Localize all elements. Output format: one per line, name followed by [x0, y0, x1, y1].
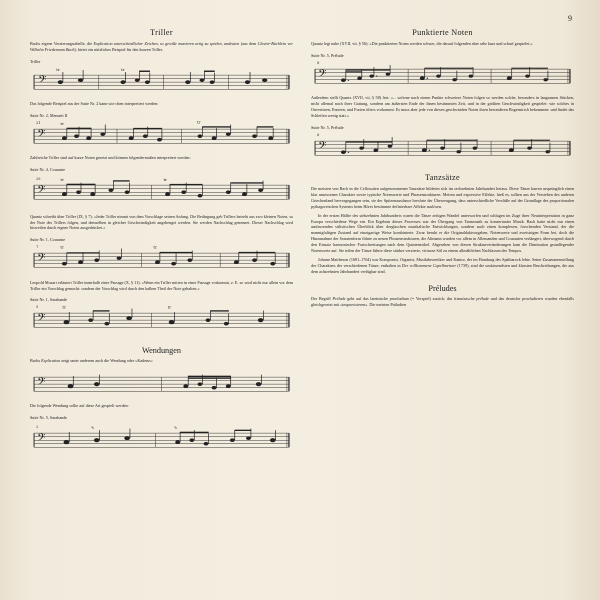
- section-heading-triller: Triller: [150, 28, 173, 37]
- svg-text:𝄢: 𝄢: [37, 432, 46, 448]
- example-label-menuett-2: Suite Nr. 2, Menuett II: [30, 113, 68, 119]
- svg-text:tr: tr: [60, 245, 64, 250]
- example-label-sarabande-5: Suite Nr. 5, Sarabande: [30, 414, 68, 420]
- svg-text:𝄢: 𝄢: [37, 252, 46, 268]
- paragraph-triller-2: Das folgende Beispiel aus der Suite Nr. 2 kann wie oben interpretiert werden:: [30, 101, 159, 107]
- svg-text:tr: tr: [60, 121, 64, 127]
- svg-text:7: 7: [36, 245, 39, 250]
- svg-text:tr: tr: [196, 121, 201, 125]
- svg-text:𝄢: 𝄢: [318, 68, 327, 84]
- tanzsaetze-body: [311, 186, 574, 277]
- paragraph-punktierte-2: Außerdem stellt Quantz (XVII, vii, § 58) fest: »... soferne nach einem Punkte schweiere Noten folgen so werden solche, besonders in langsamen Stücken, nicht allemal nach ihrer Gattung, sondern am äußersten Ende der ihnen bestimmten Zeit, und in der größten Geschwindigkeit gespielet: wie solches in Ouvertüren, Entreen, und Furien öfters vorkommt. Es muss aber jede von diesen geschwinden Noten ihren besonderen Bogenstrich bekommen: und findet das Schleifen wenig statt.«: [311, 95, 574, 118]
- music-example-sarabande-5: [30, 423, 293, 457]
- svg-text:tr: tr: [153, 245, 157, 250]
- svg-text:21: 21: [36, 121, 41, 126]
- svg-text:∿: ∿: [90, 425, 95, 431]
- two-column-body: [30, 28, 574, 584]
- right-column: [311, 28, 574, 584]
- music-example-menuett-2: [30, 121, 293, 151]
- svg-text:𝄢: 𝄢: [38, 73, 47, 89]
- svg-text:29: 29: [36, 177, 41, 182]
- music-example-triller-table: [30, 67, 293, 97]
- svg-text:𝄢: 𝄢: [37, 128, 46, 144]
- paragraph-wendungen-2: Die folgende Wendung sollte auf diese Art gespielt werden:: [30, 403, 129, 409]
- paragraph-mozart-triller: Leopold Mozart erläutert Triller innerhalb einer Passage (X, § 11): »Wenn ein Triller mitten in einer Passage vorkommt, z. E. so wird nicht nur allein vor dem Triller ein Vorschlag gemacht: sondern der Vorschlag wird durch den halben Theil der Note gehalten.«: [30, 279, 293, 291]
- paragraph-tanz-3: Johann Mattheson (1681–1764) war Komponist, Organist, Musiktheoretiker und Kantor, der im Hamburg des Spätbarock lebte. Seine Zusammenstellung der Charakters der verschiedenen Tänze, enthalten in Der vollkommene Capellmeister (1739), sind die umfassendsten und klarsten Beschreibungen, die aus dem achtzehnten Jahrhundert verfügbar sind.: [311, 256, 575, 274]
- music-example-prelude-5a: [311, 61, 574, 91]
- music-example-courante-4: [30, 175, 293, 209]
- svg-text:𝄢: 𝄢: [37, 312, 46, 328]
- svg-text:tr: tr: [163, 177, 168, 183]
- svg-text:tr: tr: [62, 305, 66, 310]
- svg-text:tr: tr: [167, 305, 172, 310]
- paragraph-triller-3: Zahlreiche Triller sind auf kurze Noten gesetzt und können folgendermaßen interpretiert werden:: [30, 155, 191, 161]
- paragraph-triller-1: Bachs eigene Verzierungstabelle, die Explication unterschiedlicher Zeichen, so gewiße manieren artig zu spielen, andeuten (aus dem Clavier-Büchlein vor Wilhelm Friedemann Bach), bietet ein nützliches Beispiel für den kurzen Triller.: [30, 41, 293, 52]
- svg-text:8: 8: [317, 60, 320, 65]
- svg-text:5: 5: [36, 305, 39, 310]
- example-label-sarabande-1: Suite Nr. 1, Sarabande: [30, 297, 68, 303]
- section-heading-wendungen: Wendungen: [142, 345, 181, 355]
- svg-text:𝄢: 𝄢: [318, 140, 327, 156]
- section-heading-tanzsaetze: Tanzsätze: [425, 173, 460, 183]
- svg-text:∿: ∿: [173, 425, 178, 431]
- music-example-wendung-table: [30, 369, 293, 399]
- svg-text:2: 2: [36, 424, 39, 429]
- example-label-prelude-5b: Suite Nr. 5, Prélude: [311, 124, 344, 130]
- section-heading-preludes: Préludes: [428, 283, 457, 293]
- example-label-courante-1: Suite Nr. 1, Courante: [30, 237, 66, 243]
- svg-text:tr: tr: [121, 66, 125, 72]
- svg-text:6: 6: [317, 132, 320, 137]
- paragraph-preludes-1: Der Begriff Prélude geht auf das lateinische praeludium (= Vorspiel) zurück; das französische prélude und das deutsche praeludieren wurden ebenfalls gleichgesetzt mit »improvisieren«. Die meisten Präludien: [311, 295, 574, 307]
- paragraph-tanz-2: In der ersten Hälfte des siebzehnten Jahrhunderts waren die Tänze zeitigen Wandel unterworfen und schlugen im Zuge ihrer Neuinterpretation in ganz Europa verschiedene Wege ein. Ein Ergebnis dieses Prozesses war der Übergang von Tanzmusik zu konzertanter Musik. Bach hatte nicht nur einen umfassenden stilistischen Überblick über derglaschen musikalische Entwicklungen, sondern auch einen komplexen, forschenden Verstand, der die mannigfaltigen Zustand auf einzigartige Weise kombinierte. Zwar beruht er die Originaldaktvorgaben, Notenwerte und zweistrigen Form bei, doch die Hinzunahme der Sonatenform führte zu neuen Phrasenstrukturen, die Altmann wurden vor allem in Allemanden und Couranten verlängert, überwogend durch den Einsatz harmonischer Fortschreitungen nach dem Quintenzirkel. Abgesehen von diesen Strukturveränderungen kam die Diminution grundlegender Notenwerte auf. Sie teilen der Tänze führte diese stärker verzierte, virtuose Stil zu einem allmählichen Nachlassen des Tempos.: [311, 212, 574, 254]
- paragraph-tanz-1: Die meisten von Bach in die Cellosuiten aufgenommenen Tanzsätze bildeten sich im sechzehnten Jahrhundert heraus. Diese Tänze harren ursprünglich einen klar umrissenen Charakter sowie typische Notenwerte und Phrasenstrukturen. Metren und expressive Effekte, hieß es, sollten aus der Verstehen des anderen Griechenland bervorgegangen sein, sie der Spitzenausdance brechrte der Überzeugung, dass unterschiedliche Versfüße auf der Grundlage des proportionalen pythagoreischen Systems beim Hörer bestimmte definierbare Affekte auslösen.: [311, 186, 574, 209]
- svg-text:𝄢: 𝄢: [37, 375, 46, 391]
- svg-text:tr: tr: [56, 66, 60, 72]
- paragraph-quantz-triller: Quantz schreibt über Triller (IX, § 7): »Jeder Triller nimmt von dem Vorschlage seinen Anfang. Die Bedingung geb Trillers betreht aus zwo kleinen Noten, so der Note des Trillers folgen, und demselben in gleicher Geschwindigkeit angehenget werden. Sie werden Nachschlag genennet. Dieser Nachschlag wird bisweilen durch eigene Noten ausgedrücket.«: [30, 213, 293, 231]
- left-column: [30, 28, 293, 584]
- svg-text:tr: tr: [60, 177, 64, 183]
- music-example-courante-1: [30, 245, 293, 275]
- example-label-courante-4: Suite Nr. 4, Courante: [30, 167, 66, 173]
- paragraph-punktierte-1: Quantz legt nahe (XVII, vii, § 56): »Die punktierten Noten werden schwer, die darauf folgenden aber sehr kurz und scharf gespielet.«: [311, 41, 533, 46]
- example-label-prelude-5a: Suite Nr. 5, Prélude: [311, 52, 344, 58]
- svg-text:𝄢: 𝄢: [37, 184, 46, 200]
- music-example-prelude-5b: [311, 133, 574, 163]
- section-heading-punktierte-noten: Punktierte Noten: [412, 28, 473, 37]
- page-number: 9: [568, 14, 572, 23]
- example-label-triller-table: Triller: [30, 58, 41, 64]
- music-example-sarabande-1: [30, 305, 293, 335]
- paragraph-wendungen-1: Bachs Explication zeigt unter anderem auch die Wendung oder »Kadenz«:: [30, 357, 154, 363]
